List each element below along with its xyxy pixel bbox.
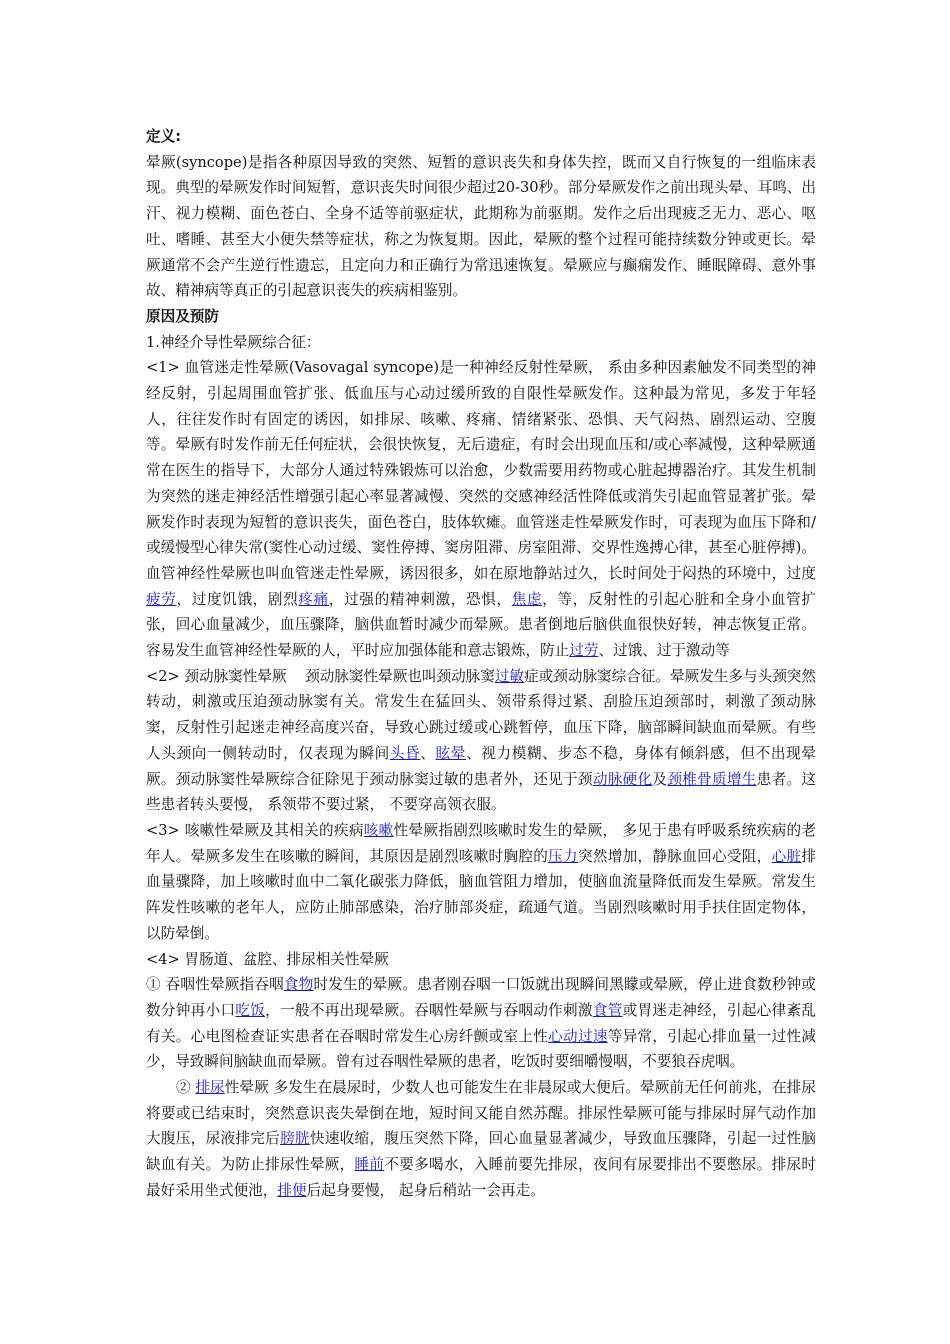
text-segment: 不要多喝水，入睡前要先排尿，夜间有尿要排出不要憋尿。排尿时最好采用坐式便池， — [146, 1156, 816, 1199]
text-segment: 突然增加，静脉血回心受阻， — [577, 847, 772, 865]
swallow-syncope-paragraph — [146, 972, 816, 1075]
link-esophagus[interactable]: 食管 — [592, 1001, 623, 1019]
link-pressure[interactable]: 压力 — [548, 847, 578, 865]
link-bladder[interactable]: 膀胱 — [280, 1130, 310, 1148]
text-segment: 患者。这些患者转头要慢， 系领带不要过紧， 不要穿高领衣服。 — [146, 770, 816, 814]
link-overwork[interactable]: 过劳 — [569, 642, 599, 660]
text-segment: 等异常，引起心排血量一过性减少，导致瞬间脑缺血而晕厥。曾有过吞咽性晕厥的患者，吃饭时要细嚼慢咽，不要狼吞虎咽。 — [146, 1027, 816, 1071]
link-arteriosclerosis[interactable]: 动脉硬化 — [592, 770, 653, 788]
text-segment: ，一般不再出现晕厥。吞咽性晕厥与吞咽动作刺激 — [265, 1001, 593, 1019]
link-cough[interactable]: 咳嗽 — [363, 821, 394, 839]
text-segment: <3> 咳嗽性晕厥及其相关的疾病 — [146, 821, 364, 839]
link-eating[interactable]: 吃饭 — [235, 1001, 266, 1019]
link-food[interactable]: 食物 — [283, 976, 314, 994]
text-segment: 时发生的晕厥。患者刚吞咽一口饭就出现瞬间黑矇或晕厥，停止进食数秒钟或数分钟再小口 — [146, 976, 816, 1019]
text-segment: ，过强的精神刺激，恐惧， — [328, 590, 512, 608]
text-segment: 、过饿、过于激动等 — [598, 642, 730, 660]
link-defecation[interactable]: 排便 — [277, 1181, 307, 1199]
link-vertigo[interactable]: 眩晕 — [435, 744, 467, 762]
link-tachycardia[interactable]: 心动过速 — [548, 1027, 608, 1045]
link-cervical-hyperostosis[interactable]: 颈椎骨质增生 — [667, 770, 757, 788]
text-segment: <2> 颈动脉窦性晕厥 颈动脉窦性晕厥也叫颈动脉窦 — [146, 667, 495, 685]
text-segment: 排血量骤降，加上咳嗽时血中二氧化碳张力降低，脑血管阻力增加，使脑血流量降低而发生晕厥。常发生阵发性咳嗽的老年人，应防止肺部感染，治疗肺部炎症，疏通气道。当剧烈咳嗽时用手扶住固定物体，以防晕倒。 — [146, 847, 816, 942]
micturition-syncope-paragraph — [146, 1075, 816, 1204]
text-segment: 快速收缩，腹压突然下降，回心血量显著减少，导致血压骤降，引起一过性脑缺血有关。为防止排尿性晕厥， — [146, 1130, 816, 1174]
definition-paragraph: 晕厥(syncope)是指各种原因导致的突然、短暂的意识丧失和身体失控，既而又自行恢复的一组临床表现。典型的晕厥发作时间短暂，意识丧失时间很少超过20-30秒。部分晕厥发作之前出现头晕、耳鸣、出汗、视力模糊、面色苍白、全身不适等前驱症状，此期称为前驱期。发作之后出现疲乏无力、恶心、呕吐、嗜睡、甚至大小便失禁等症状，称之为恢复期。因此，晕厥的整个过程可能持续数分钟或更长。晕厥通常不会产生逆行性遗忘，且定向力和正确行为常迅速恢复。晕厥应与癫痫发作、睡眠障碍、意外事故、精神病等真正的引起意识丧失的疾病相鉴别。 — [146, 153, 816, 300]
document-page — [146, 124, 816, 1204]
section-gi-heading: <4> 胃肠道、盆腔、排尿相关性晕厥 — [146, 950, 389, 968]
section-carotid-paragraph — [146, 664, 816, 818]
text-segment: 及 — [652, 770, 668, 788]
text-segment: ① 吞咽性晕厥指吞咽 — [146, 976, 284, 994]
link-heart[interactable]: 心脏 — [771, 847, 802, 865]
text-segment: 后起身要慢， 起身后稍站一会再走。 — [306, 1181, 545, 1199]
link-allergy[interactable]: 过敏 — [494, 667, 525, 685]
text-segment: 、 — [420, 744, 436, 762]
text-segment: 性晕厥 多发生在晨尿时，少数人也可能发生在非晨尿或大便后。晕厥前无任何前兆，在排尿将要或已结束时，突然意识丧失晕倒在地，短时间又能自然苏醒。排尿性晕厥可能与排尿时屏气动作加大腹压，尿液排完后 — [146, 1079, 816, 1148]
definition-heading: 定义: — [146, 128, 182, 145]
section-vasovagal-paragraph — [146, 355, 816, 663]
link-fatigue[interactable]: 疲劳 — [146, 590, 177, 608]
text-segment: 性晕厥指剧烈咳嗽时发生的晕厥， 多见于患有呼吸系统疾病的老年人。晕厥多发生在咳嗽的瞬间，其原因是剧烈咳嗽时胸腔的 — [146, 821, 816, 865]
link-pain[interactable]: 疼痛 — [298, 590, 329, 608]
section-cough-paragraph — [146, 818, 816, 947]
link-dizziness[interactable]: 头昏 — [389, 744, 421, 762]
link-before-sleep[interactable]: 睡前 — [354, 1156, 385, 1174]
text-segment: ，等，反射性的引起心脏和全身小血管扩张，回心血量减少，血压骤降，脑供血暂时减少而晕厥。患者倒地后脑供血很快好转，神志恢复正常。容易发生血管神经性晕厥的人，平时应加强体能和意志锻炼，防止 — [146, 590, 816, 660]
link-urination[interactable]: 排尿 — [195, 1079, 225, 1097]
text-segment: ② — [176, 1079, 196, 1097]
text-segment: 或胃迷走神经，引起心律紊乱有关。心电图检查证实患者在吞咽时常发生心房纤颤或室上性 — [146, 1001, 816, 1045]
link-anxiety[interactable]: 焦虑 — [511, 590, 543, 608]
text-segment: 症或颈动脉窦综合征。晕厥发生多与头颈突然转动，刺激或压迫颈动脉窦有关。常发生在猛回头、领带系得过紧、刮脸压迫颈部时，刺激了颈动脉窦，反射性引起迷走神经高度兴奋，导致心跳过缓或心跳暂停，血压下降，脑部瞬间缺血而晕厥。有些人头颈向一侧转动时，仅表现为瞬间 — [146, 667, 816, 762]
causes-subheading: 1.神经介导性晕厥综合征： — [146, 333, 321, 351]
text-segment: <1> 血管迷走性晕厥(Vasovagal syncope)是一种神经反射性晕厥， 系由多种因素触发不同类型的神经反射，引起周围血管扩张、低血压与心动过缓所致的自限性晕厥发作。这种最为常见，多发于年轻人，往往发作时有固定的诱因，如排尿、咳嗽、疼痛、情绪紧张、恐惧、天气闷热、剧烈运动、空腹等。晕厥有时发作前无任何症状，会很快恢复，无后遗症，有时会出现血压和/或心率减慢，这种晕厥通常在医生的指导下，大部分人通过特殊锻炼可以治愈，少数需要用药物或心脏起搏器治疗。其发生机制为突然的迷走神经活性增强引起心率显著减慢、突然的交感神经活性降低或消失引起血管显著扩张。晕厥发作时表现为短暂的意识丧失，面色苍白，肢体软瘫。血管迷走性晕厥发作时，可表现为血压下降和/或缓慢型心律失常(窦性心动过缓、窦性停搏、窦房阻滞、房室阻滞、交界性逸搏心律，甚至心脏停搏)。 血管神经性晕厥也叫血管迷走性晕厥，诱因很多，如在原地静站过久，长时间处于闷热的环境中，过度 — [146, 359, 816, 582]
text-segment: 、视力模糊、步态不稳，身体有倾斜感，但不出现晕厥。颈动脉窦性晕厥综合征除见于颈动脉窦过敏的患者外，还见于颈 — [146, 744, 816, 788]
text-segment: ，过度饥饿，剧烈 — [176, 590, 299, 608]
causes-heading: 原因及预防 — [146, 307, 219, 325]
